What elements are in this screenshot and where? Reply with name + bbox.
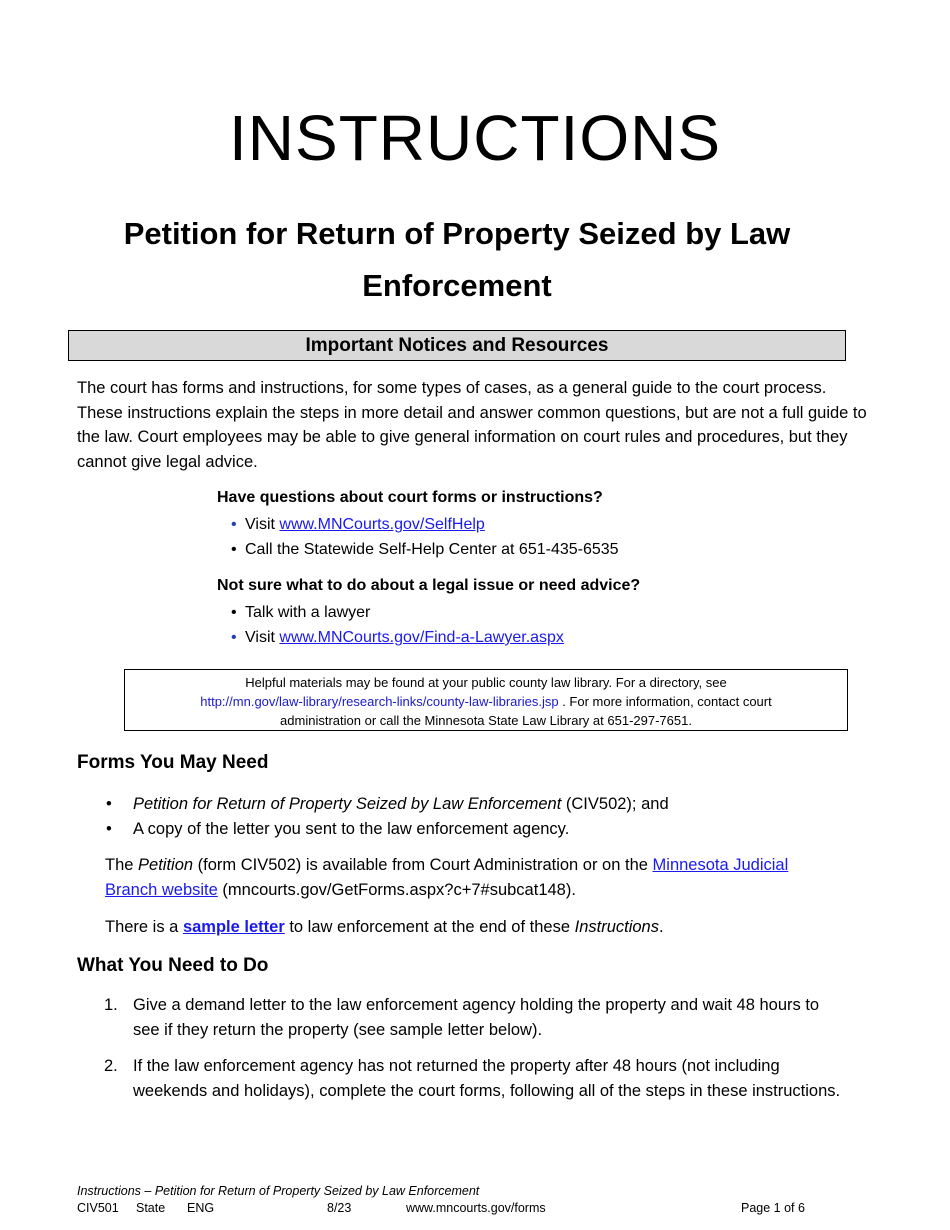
selfhelp-center-phone: Call the Statewide Self-Help Center at 651-435-6535 (245, 541, 619, 558)
bullet: • (231, 629, 237, 646)
selfhelp-link[interactable]: www.MNCourts.gov/SelfHelp (279, 516, 485, 533)
library-line-2-text: . For more information, contact court (558, 694, 772, 709)
subtitle-line-2: Enforcement (362, 268, 552, 303)
forms-questions-list (217, 512, 777, 562)
list-item (104, 817, 844, 842)
forms-questions-heading: Have questions about court forms or instructions? (217, 489, 603, 506)
judicial-branch-website-link-cont[interactable]: Branch website (105, 881, 218, 899)
legal-advice-heading: Not sure what to do about a legal issue or need advice? (217, 577, 641, 594)
page-title: INSTRUCTIONS (229, 102, 721, 174)
library-line-3: administration or call the Minnesota State Law Library at 651-297-7651. (280, 713, 692, 728)
sample-letter-link[interactable]: sample letter (182, 918, 285, 936)
footer-form-id: CIV501 (77, 1201, 119, 1215)
bullet: • (231, 516, 237, 533)
footer-scope: State (136, 1201, 166, 1215)
find-lawyer-link[interactable]: www.MNCourts.gov/Find-a-Lawyer.aspx (279, 629, 564, 646)
petition-form-id: (CIV502); and (561, 795, 669, 813)
visit-label: Visit (245, 629, 280, 646)
para-text: . (658, 918, 664, 936)
talk-lawyer-text: Talk with a lawyer (245, 604, 371, 621)
footer-language: ENG (187, 1201, 215, 1215)
petition-availability-paragraph (105, 853, 845, 903)
step-number: 2. (104, 1057, 118, 1075)
sample-letter-paragraph (105, 915, 845, 940)
footer-page-number: Page 1 of 6 (741, 1201, 805, 1215)
footer-title: Instructions – Petition for Return of Property Seized by Law Enforcement (77, 1184, 480, 1198)
bullet: • (106, 795, 112, 813)
instructions-italic: Instructions (574, 918, 659, 936)
list-item (231, 625, 777, 650)
bullet: • (231, 604, 237, 621)
list-item (104, 993, 844, 1042)
bullet: • (106, 820, 112, 838)
letter-copy-text: A copy of the letter you sent to the law enforcement agency. (133, 820, 570, 838)
petition-italic: Petition (138, 856, 194, 874)
step-text: If the law enforcement agency has not returned the property after 48 hours (not including weekends and holidays), complete the court forms, following all of the steps in these instructions. (133, 1057, 841, 1100)
legal-advice-list (217, 600, 777, 650)
intro-paragraph: The court has forms and instructions, for some types of cases, as a general guide to the court process. These instructions explain the steps in more detail and answer common questions, but are not a full guide to the law. Court employees may be able to give general information on court rules and procedures, but they cannot give legal advice. (77, 379, 867, 471)
judicial-branch-website-link[interactable]: Minnesota Judicial (652, 856, 789, 874)
list-item (231, 537, 777, 562)
law-library-notice (124, 669, 848, 731)
subtitle-line-1: Petition for Return of Property Seized by Law (123, 216, 791, 251)
list-item (231, 512, 777, 537)
notices-heading: Important Notices and Resources (68, 330, 846, 361)
help-questions-block (217, 486, 777, 562)
para-text: There is a (105, 918, 183, 936)
list-item (104, 1054, 844, 1103)
visit-label: Visit (245, 516, 280, 533)
petition-form-title: Petition for Return of Property Seized by Law Enforcement (133, 795, 562, 813)
step-number: 1. (104, 996, 118, 1014)
list-item (231, 600, 777, 625)
para-text: (form CIV502) is available from Court Administration or on the (193, 856, 653, 874)
library-line-1: Helpful materials may be found at your public county law library. For a directory, see (245, 675, 727, 690)
list-item (104, 792, 844, 817)
legal-advice-block (217, 574, 777, 650)
steps-list (104, 993, 844, 1115)
library-line-2 (125, 692, 847, 711)
forms-section-heading: Forms You May Need (77, 752, 269, 773)
footer-url: www.mncourts.gov/forms (406, 1201, 546, 1215)
steps-section-heading: What You Need to Do (77, 955, 269, 976)
step-text: Give a demand letter to the law enforcement agency holding the property and wait 48 hours to see if they return the property (see sample letter below). (133, 996, 820, 1039)
para-text: (mncourts.gov/GetForms.aspx?c+7#subcat148). (217, 881, 576, 899)
document-subtitle (90, 208, 824, 312)
county-law-libraries-link[interactable]: http://mn.gov/law-library/research-links/county-law-libraries.jsp (200, 694, 559, 709)
footer-date: 8/23 (327, 1201, 352, 1215)
para-text: to law enforcement at the end of these (284, 918, 575, 936)
bullet: • (231, 541, 237, 558)
para-text: The (105, 856, 139, 874)
forms-list (104, 792, 844, 842)
